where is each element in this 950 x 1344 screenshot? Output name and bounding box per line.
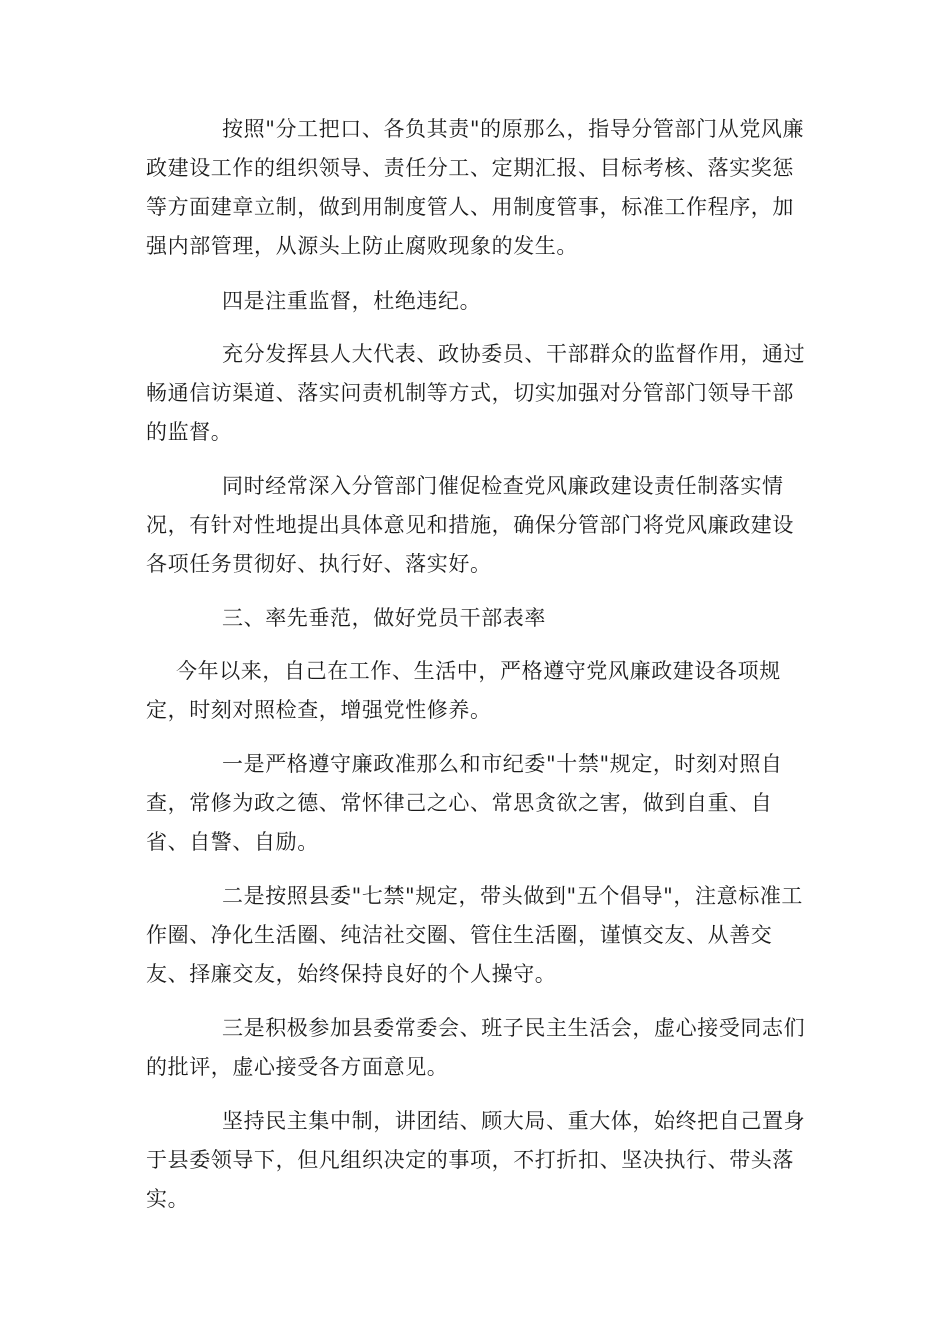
paragraph-this-year: 今年以来，自己在工作、生活中，严格遵守党风廉政建设各项规定，时刻对照检查，增强党性修养。 — [146, 659, 781, 722]
paragraph-inspection: 同时经常深入分管部门催促检查党风廉政建设责任制落实情况，有针对性地提出具体意见和措施，确保分管部门将党风廉政建设各项任务贯彻好、执行好、落实好。 — [146, 474, 794, 576]
paragraph-point-three: 三是积极参加县委常委会、班子民主生活会，虚心接受同志们的批评，虚心接受各方面意见。 — [146, 1016, 806, 1079]
paragraph-point-one: 一是严格遵守廉政准那么和市纪委"十禁"规定，时刻对照自查，常修为政之德、常怀律己之心、常思贪欲之害，做到自重、自省、自警、自励。 — [146, 752, 783, 854]
paragraph-supervision-heading: 四是注重监督，杜绝违纪。 — [222, 289, 482, 313]
paragraph-democratic-centralism: 坚持民主集中制，讲团结、顾大局、重大体，始终把自己置身于县委领导下，但凡组织决定的事项，不打折扣、坚决执行、带头落实。 — [146, 1109, 806, 1211]
paragraph-supervision-role: 充分发挥县人大代表、政协委员、干部群众的监督作用，通过畅通信访渠道、落实问责机制等方式，切实加强对分管部门领导干部的监督。 — [146, 342, 806, 444]
section-heading-lead-by-example: 三、率先垂范，做好党员干部表率 — [222, 606, 546, 630]
paragraph-division-of-labor: 按照"分工把口、各负其责"的原那么，指导分管部门从党风廉政建设工作的组织领导、责任分工、定期汇报、目标考核、落实奖惩等方面建章立制，做到用制度管人、用制度管事，标准工作程序，加强内部管理，从源头上防止腐败现象的发生。 — [146, 117, 805, 258]
paragraph-point-two: 二是按照县委"七禁"规定，带头做到"五个倡导"，注意标准工作圈、净化生活圈、纯洁社交圈、管住生活圈，谨慎交友、从善交友、择廉交友，始终保持良好的个人操守。 — [146, 884, 804, 986]
